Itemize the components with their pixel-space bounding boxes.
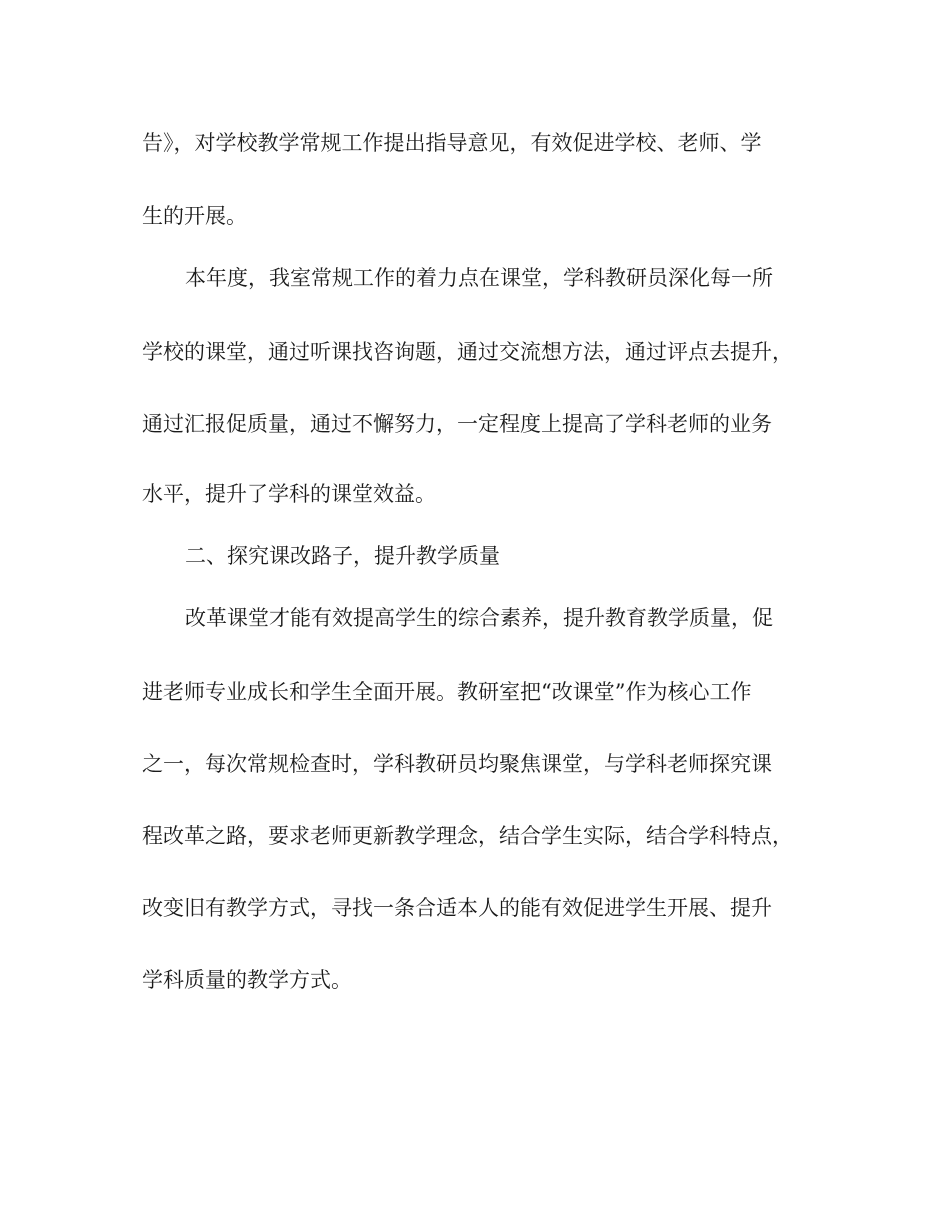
paragraph-3-line-1: 改革课堂才能有效提高学生的综合素养，提升教育教学质量，促 <box>185 606 773 630</box>
paragraph-1-line-1: 告》，对学校教学常规工作提出指导意见，有效促进学校、老师、学 <box>142 131 762 155</box>
section-heading: 二、探究课改路子，提升教学质量 <box>185 544 500 568</box>
paragraph-3-line-6: 学科质量的教学方式。 <box>142 968 352 992</box>
paragraph-3-line-4: 程改革之路，要求老师更新教学理念，结合学生实际，结合学科特点， <box>142 824 793 848</box>
paragraph-1-line-2: 生的开展。 <box>142 204 247 228</box>
paragraph-2-line-3: 通过汇报促质量，通过不懈努力，一定程度上提高了学科老师的业务 <box>142 412 772 436</box>
paragraph-2-line-2: 学校的课堂，通过听课找咨询题，通过交流想方法，通过评点去提升， <box>142 340 793 364</box>
paragraph-2-line-1: 本年度，我室常规工作的着力点在课堂，学科教研员深化每一所 <box>185 266 773 290</box>
paragraph-3-line-3: 之一，每次常规检查时，学科教研员均聚焦课堂，与学科老师探究课 <box>142 752 772 776</box>
paragraph-3-line-5: 改变旧有教学方式，寻找一条合适本人的能有效促进学生开展、提升 <box>142 896 772 920</box>
paragraph-2-line-4: 水平，提升了学科的课堂效益。 <box>142 482 436 506</box>
paragraph-3-line-2: 进老师专业成长和学生全面开展。教研室把“改课堂”作为核心工作 <box>142 680 752 704</box>
